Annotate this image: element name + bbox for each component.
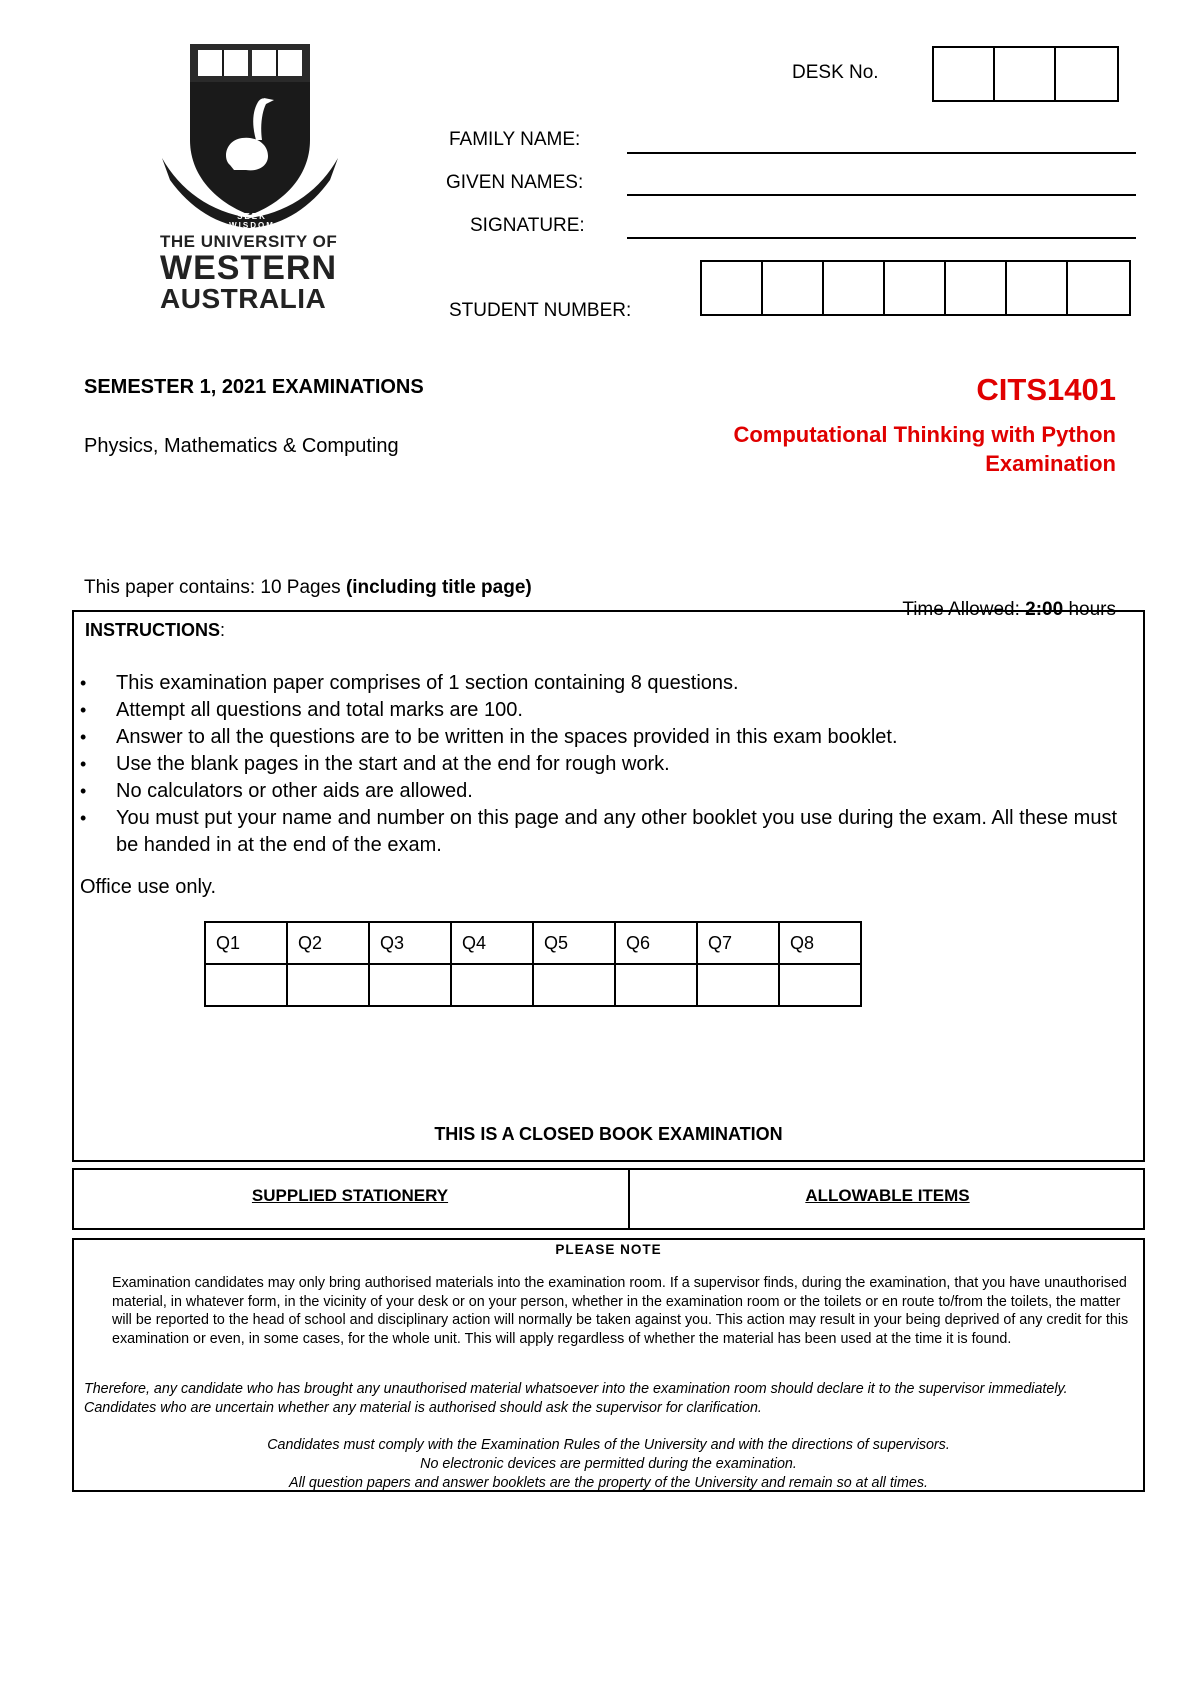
marks-table-header-row <box>205 922 861 964</box>
note-paragraph-3-line-2: No electronic devices are permitted during the examination. <box>420 1456 797 1472</box>
given-names-field[interactable] <box>627 194 1136 196</box>
score-cell[interactable] <box>779 964 861 1006</box>
page-count <box>84 577 532 599</box>
question-header: Q7 <box>697 922 779 964</box>
note-paragraph-1: Examination candidates may only bring authorised materials into the examination room. If a supervisor finds, during the examination, that you have unauthorised material, in whatever form, in the vicinity of your desk or on your person, whether in the examination room or the toilets or en route to/from the toilets, the matter will be reported to the head of school and disciplinary action will normally be taken against you. This action may result in your being deprived of any credit for this examination or even, in some cases, for the whole unit. This will apply regardless of whether the material has been used at the time it is found. <box>112 1275 1129 1347</box>
score-cell[interactable] <box>287 964 369 1006</box>
instruction-item: • You must put your name and number on this page and any other booklet you use during the exam. All these must be handed in at the end of the exam. <box>74 805 1134 859</box>
instructions-list <box>74 670 1134 859</box>
university-name-line1: THE UNIVERSITY OF <box>160 232 338 251</box>
student-number-boxes[interactable] <box>700 260 1131 316</box>
signature-field[interactable] <box>627 237 1136 239</box>
unit-title-line2: Examination <box>985 451 1116 476</box>
score-cell[interactable] <box>451 964 533 1006</box>
question-header: Q8 <box>779 922 861 964</box>
page-count-note: (including title page) <box>345 577 532 598</box>
family-name-field[interactable] <box>627 152 1136 154</box>
unit-title-line1: Computational Thinking with Python <box>733 422 1116 447</box>
university-name-line2: WESTERN <box>160 249 337 287</box>
time-allowed-prefix: Time Allowed: <box>902 599 1026 620</box>
crest-icon <box>160 40 340 230</box>
student-number-box[interactable] <box>824 262 885 314</box>
time-allowed-suffix: hours <box>1063 599 1116 620</box>
student-number-box[interactable] <box>1068 262 1129 314</box>
note-paragraph-3-line-3: All question papers and answer booklets are the property of the University and remain so at all times. <box>289 1475 928 1491</box>
please-note-heading: PLEASE NOTE <box>555 1242 662 1257</box>
allowable-items-heading: ALLOWABLE ITEMS <box>805 1186 970 1205</box>
note-paragraph-2: Therefore, any candidate who has brought any unauthorised material whatsoever into the examination room should declare it to the supervisor immediately. Candidates who are uncertain whether any material is authorised should ask the supervisor for clarification. <box>84 1381 1068 1416</box>
signature-label: SIGNATURE: <box>470 215 585 236</box>
marks-table <box>204 921 862 1007</box>
instruction-item: • No calculators or other aids are allowed. <box>74 778 1134 805</box>
student-number-box[interactable] <box>885 262 946 314</box>
student-number-box[interactable] <box>763 262 824 314</box>
desk-number-box[interactable] <box>995 48 1056 100</box>
university-logo <box>160 40 340 314</box>
closed-book-notice: THIS IS A CLOSED BOOK EXAMINATION <box>434 1124 783 1144</box>
score-cell[interactable] <box>205 964 287 1006</box>
question-header: Q5 <box>533 922 615 964</box>
student-number-box[interactable] <box>1007 262 1068 314</box>
office-use-label: Office use only. <box>80 876 216 898</box>
crest-motto: SEEK WISDOM <box>229 212 275 230</box>
score-cell[interactable] <box>615 964 697 1006</box>
desk-number-label: DESK No. <box>792 62 879 83</box>
school-name: Physics, Mathematics & Computing <box>84 435 399 457</box>
semester-heading: SEMESTER 1, 2021 EXAMINATIONS <box>84 376 424 398</box>
instruction-item: • Answer to all the questions are to be written in the spaces provided in this exam booklet. <box>74 724 1134 751</box>
instructions-heading <box>85 620 225 641</box>
time-allowed-value: 2:00 <box>1025 599 1064 620</box>
student-number-box[interactable] <box>946 262 1007 314</box>
family-name-label: FAMILY NAME: <box>449 129 581 150</box>
student-number-label: STUDENT NUMBER: <box>449 300 632 321</box>
university-name-line3: AUSTRALIA <box>160 283 327 314</box>
instruction-item: • Use the blank pages in the start and at the end for rough work. <box>74 751 1134 778</box>
instruction-item: • This examination paper comprises of 1 section containing 8 questions. <box>74 670 1134 697</box>
question-header: Q3 <box>369 922 451 964</box>
desk-number-boxes[interactable] <box>932 46 1119 102</box>
question-header: Q1 <box>205 922 287 964</box>
instructions-heading-text: INSTRUCTIONS <box>85 620 220 640</box>
score-cell[interactable] <box>369 964 451 1006</box>
question-header: Q4 <box>451 922 533 964</box>
student-number-box[interactable] <box>702 262 763 314</box>
marks-table-score-row <box>205 964 861 1006</box>
given-names-label: GIVEN NAMES: <box>446 172 584 193</box>
desk-number-box[interactable] <box>934 48 995 100</box>
note-paragraph-3-line-1: Candidates must comply with the Examination Rules of the University and with the directions of supervisors. <box>267 1437 950 1453</box>
page-count-text: This paper contains: 10 Pages <box>84 577 346 598</box>
desk-number-box[interactable] <box>1056 48 1117 100</box>
instructions-heading-colon: : <box>220 620 226 640</box>
supplied-stationery-heading: SUPPLIED STATIONERY <box>251 1186 449 1205</box>
instruction-item: • Attempt all questions and total marks are 100. <box>74 697 1134 724</box>
question-header: Q2 <box>287 922 369 964</box>
score-cell[interactable] <box>533 964 615 1006</box>
score-cell[interactable] <box>697 964 779 1006</box>
unit-code: CITS1401 <box>976 372 1116 407</box>
question-header: Q6 <box>615 922 697 964</box>
